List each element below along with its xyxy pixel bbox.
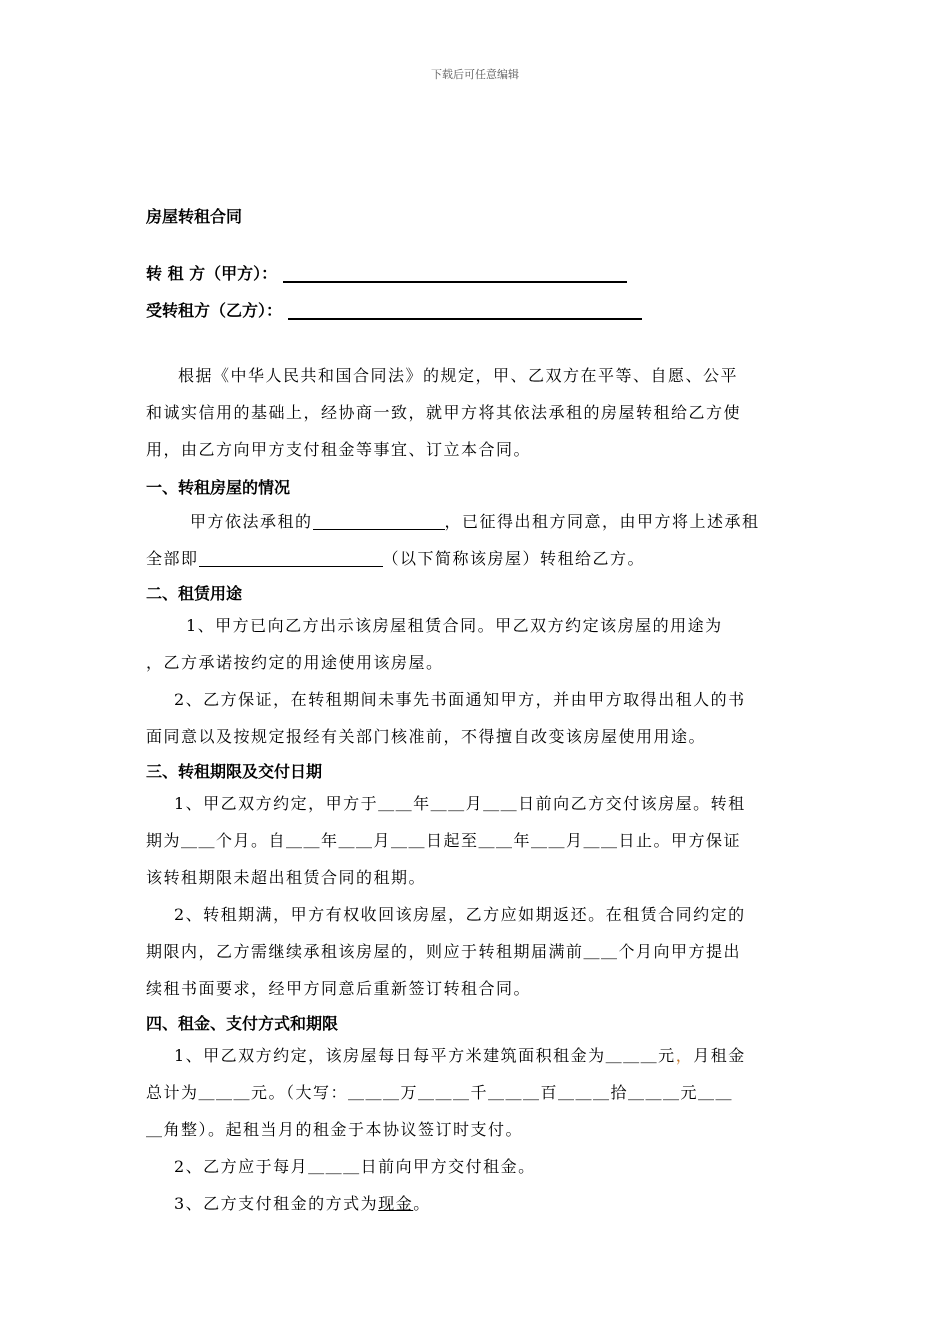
intro-line: 用，由乙方向甲方支付租金等事宜、订立本合同。 <box>146 440 532 459</box>
party-b-blank <box>288 302 642 320</box>
intro-line: 和诚实信用的基础上，经协商一致，就甲方将其依法承租的房屋转租给乙方使 <box>146 403 742 422</box>
text: 全部即 <box>146 549 199 568</box>
section-1-line-1 <box>146 503 808 540</box>
section-4-body <box>146 1037 808 1222</box>
section-2-heading: 二、租赁用途 <box>146 584 243 603</box>
text: （以下简称该房屋）转租给乙方。 <box>382 549 646 568</box>
text-line: 2、转租期满，甲方有权收回该房屋，乙方应如期返还。在租赁合同约定的 <box>174 905 746 924</box>
text: 。 <box>413 1194 431 1213</box>
text-line <box>146 1037 808 1074</box>
party-a-blank <box>283 265 627 283</box>
text-line: 期为＿＿个月。自＿＿年＿＿月＿＿日起至＿＿年＿＿月＿＿日止。甲方保证 <box>146 831 742 850</box>
text-line: 1、甲方已向乙方出示该房屋租赁合同。甲乙双方约定该房屋的用途为 <box>186 616 723 635</box>
section-2-body <box>146 607 808 755</box>
text-line <box>146 1185 808 1222</box>
text-line: 期限内，乙方需继续承租该房屋的，则应于转租期届满前＿＿个月向甲方提出 <box>146 942 742 961</box>
text: 月租金 <box>693 1046 746 1065</box>
text: 1、甲乙双方约定，该房屋每日每平方米建筑面积租金为＿＿＿元 <box>174 1046 676 1065</box>
section-4-heading: 四、租金、支付方式和期限 <box>146 1014 339 1033</box>
text-line: 该转租期限未超出租赁合同的租期。 <box>146 868 427 887</box>
payment-method: 现金 <box>378 1194 414 1213</box>
header-note: 下载后可任意编辑 <box>431 68 519 81</box>
intro-paragraph <box>146 357 808 468</box>
text-line: 2、乙方保证，在转租期间未事先书面通知甲方，并由甲方取得出租人的书 <box>174 690 746 709</box>
section-1-line-2 <box>146 540 808 577</box>
area-blank <box>199 550 383 567</box>
text: 甲方依法承租的 <box>190 512 313 531</box>
party-a-row <box>146 261 627 284</box>
text-line: 总计为＿＿＿元。（大写：＿＿＿万＿＿＿千＿＿＿百＿＿＿拾＿＿＿元＿＿ <box>146 1083 734 1102</box>
text: ，已征得出租方同意，由甲方将上述承租 <box>444 512 760 531</box>
property-blank <box>313 513 445 530</box>
text: ， <box>675 1046 694 1065</box>
intro-line: 根据《中华人民共和国合同法》的规定，甲、乙双方在平等、自愿、公平 <box>178 366 739 385</box>
page-title: 房屋转租合同 <box>146 207 243 226</box>
text-line: 面同意以及按规定报经有关部门核准前，不得擅自改变该房屋使用用途。 <box>146 727 707 746</box>
party-b-label: 受转租方（乙方）： <box>146 301 283 320</box>
text-line: 2、乙方应于每月＿＿＿日前向甲方交付租金。 <box>174 1157 536 1176</box>
party-b-row <box>146 298 642 321</box>
section-3-body <box>146 785 808 1007</box>
text-line: 续租书面要求，经甲方同意后重新签订转租合同。 <box>146 979 532 998</box>
text-line: 1、甲乙双方约定，甲方于＿＿年＿＿月＿＿日前向乙方交付该房屋。转租 <box>174 794 746 813</box>
party-a-label: 转 租 方（甲方）： <box>146 264 278 283</box>
text-line: ，乙方承诺按约定的用途使用该房屋。 <box>146 653 444 672</box>
text: 3、乙方支付租金的方式为 <box>174 1194 379 1213</box>
section-1-heading: 一、转租房屋的情况 <box>146 478 291 497</box>
text-line: ＿角整）。起租当月的租金于本协议签订时支付。 <box>146 1120 524 1139</box>
section-1-body <box>146 503 808 577</box>
section-3-heading: 三、转租期限及交付日期 <box>146 762 323 781</box>
